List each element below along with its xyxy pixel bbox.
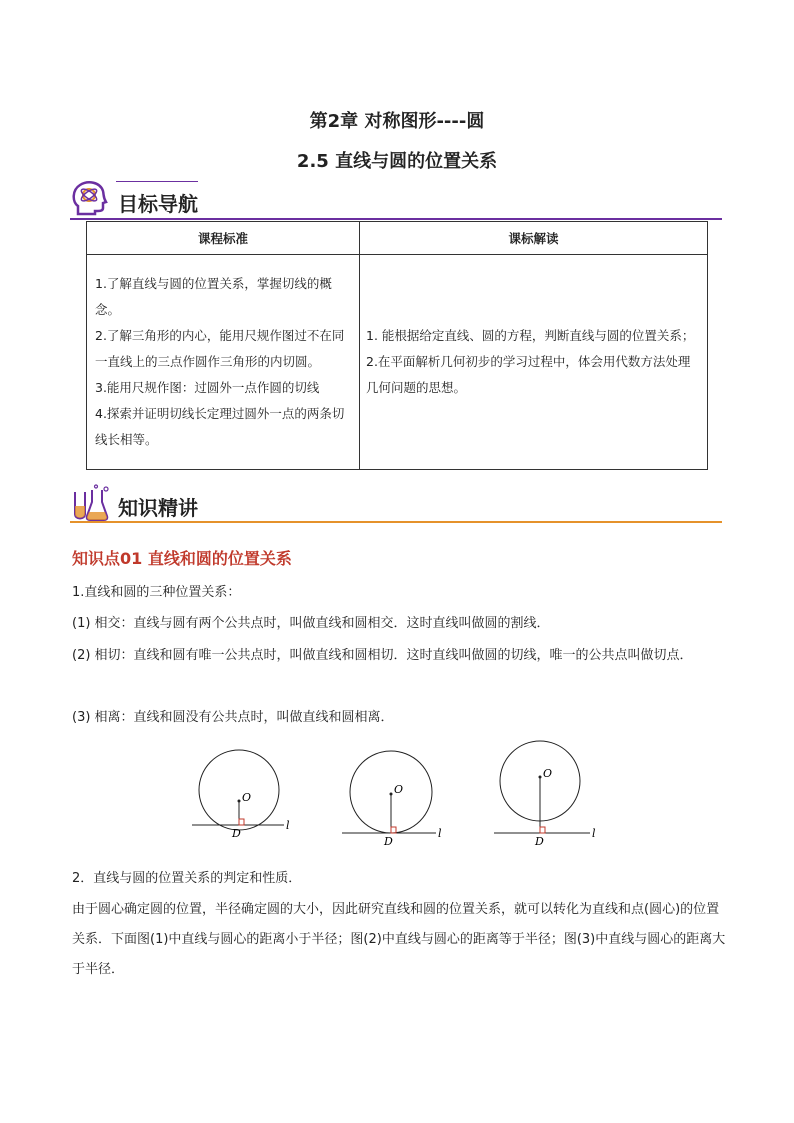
col2-item: 1. 能根据给定直线、圆的方程，判断直线与圆的位置关系；: [366, 328, 695, 343]
para-3: (2) 相切：直线和圆有唯一公共点时，叫做直线和圆相切．这时直线叫做圆的切线，唯一的公共点叫做切点．: [72, 648, 693, 663]
para-4: (3) 相离：直线和圆没有公共点时，叫做直线和圆相离．: [72, 710, 394, 725]
position-figures: [180, 735, 620, 855]
col1-item: 1.了解直线与圆的位置关系，掌握切线的概念。: [95, 276, 332, 317]
section-title: 2.5 直线与圆的位置关系: [296, 151, 498, 172]
foot-label: D: [535, 835, 544, 848]
foot-label: D: [384, 835, 393, 848]
lab-flask-icon: [70, 484, 112, 522]
col2-cell: [360, 255, 708, 470]
para-1: 1.直线和圆的三种位置关系：: [72, 585, 241, 600]
line-label: l: [592, 827, 596, 840]
figure-intersecting: [192, 750, 290, 840]
figure-separate: [494, 741, 596, 848]
center-label: O: [394, 783, 404, 796]
col1-item: 3.能用尺规作图：过圆外一点作圆的切线: [95, 380, 320, 395]
standards-table: [86, 221, 708, 470]
col1-item: 2.了解三角形的内心，能用尺规作图过不在同一直线上的三点作圆作三角形的内切圆。: [95, 328, 345, 369]
col1-item: 4.探索并证明切线长定理过圆外一点的两条切线长相等。: [95, 406, 345, 447]
foot-label: D: [232, 827, 241, 840]
para-2: (1) 相交：直线与圆有两个公共点时，叫做直线和圆相交．这时直线叫做圆的割线．: [72, 616, 550, 631]
center-label: O: [543, 767, 553, 780]
line-label: l: [438, 827, 442, 840]
knowledge-heading: 知识精讲: [118, 496, 198, 520]
knowledge-rule: [70, 521, 722, 523]
para-5: 2．直线与圆的位置关系的判定和性质．: [72, 871, 302, 886]
col2-item: 2.在平面解析几何初步的学习过程中，体会用代数方法处理几何问题的思想。: [366, 354, 691, 395]
knowledge-point-title: 知识点01 直线和圆的位置关系: [72, 549, 292, 568]
head-brain-icon: [70, 180, 110, 218]
center-label: O: [242, 791, 252, 804]
knowledge-header: [70, 484, 370, 526]
col1-cell: [87, 255, 360, 470]
line-label: l: [286, 819, 290, 832]
goals-header: [70, 180, 370, 222]
para-6: 由于圆心确定圆的位置，半径确定圆的大小，因此研究直线和圆的位置关系，就可以转化为直线和点(圆心)的位置关系．下面图(1)中直线与圆心的距离小于半径；图(2)中直线与圆心的距离等于半径；图(3)中直线与圆心的距离大于半径．: [72, 902, 726, 977]
col1-header: 课程标准: [87, 222, 360, 255]
col2-header: 课标解读: [360, 222, 708, 255]
goals-rule: [70, 218, 722, 220]
chapter-title: 第2章 对称图形----圆: [309, 111, 485, 132]
goals-heading: 目标导航: [118, 192, 198, 216]
figure-tangent: [342, 751, 442, 848]
